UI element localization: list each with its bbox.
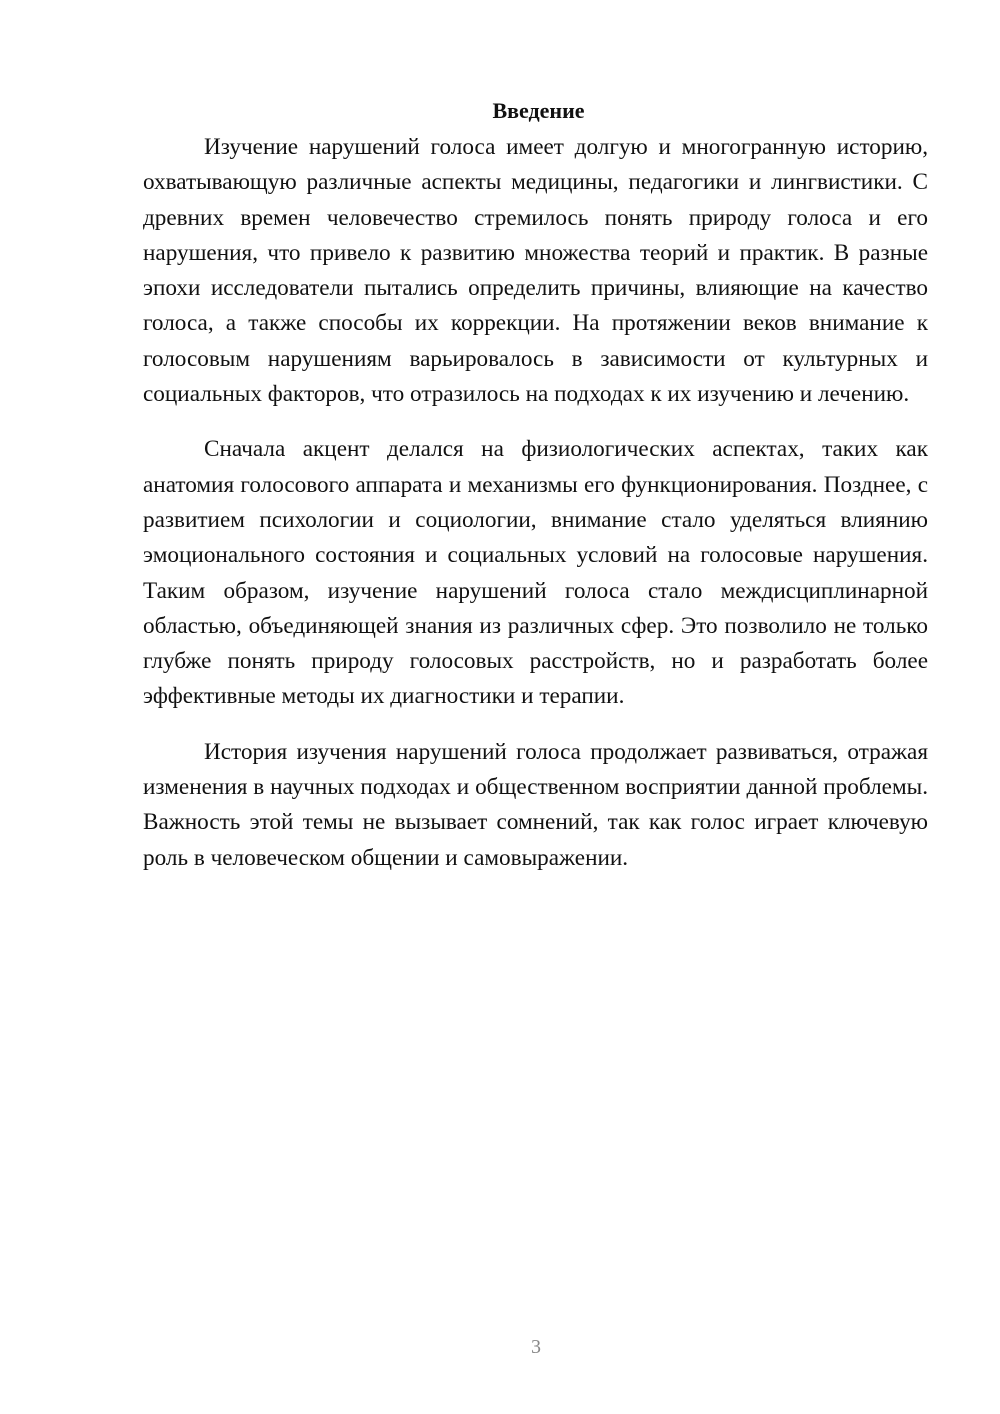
- section-title: Введение: [492, 98, 585, 123]
- page-number: 3: [531, 1336, 541, 1358]
- paragraph-3: История изучения нарушений голоса продолжает развиваться, отражая изменения в научных подходах и общественном восприятии данной проблемы. Важность этой темы не вызывает сомнений, так как голос играет ключевую роль в человеческом общении и самовыражении.: [143, 738, 928, 871]
- paragraph-1: Изучение нарушений голоса имеет долгую и многогранную историю, охватывающую различные аспекты медицины, педагогики и лингвистики. С древних времен человечество стремилось понять природу голоса и его нарушения, что привело к развитию множества теорий и практик. В разные эпохи исследователи пытались определить причины, влияющие на качество голоса, а также способы их коррекции. На протяжении веков внимание к голосовым нарушениям варьировалось в зависимости от культурных и социальных факторов, что отразилось на подходах к их изучению и лечению.: [143, 134, 928, 408]
- page-content: [143, 94, 928, 876]
- paragraph-2: Сначала акцент делался на физиологических аспектах, таких как анатомия голосового аппарата и механизмы его функционирования. Позднее, с развитием психологии и социологии, внимание стало уделяться влиянию эмоционального состояния и социальных условий на голосовые нарушения. Таким образом, изучение нарушений голоса стало междисциплинарной областью, объединяющей знания из различных сфер. Это позволило не только глубже понять природу голосовых расстройств, но и разработать более эффективные методы их диагностики и терапии.: [143, 436, 928, 710]
